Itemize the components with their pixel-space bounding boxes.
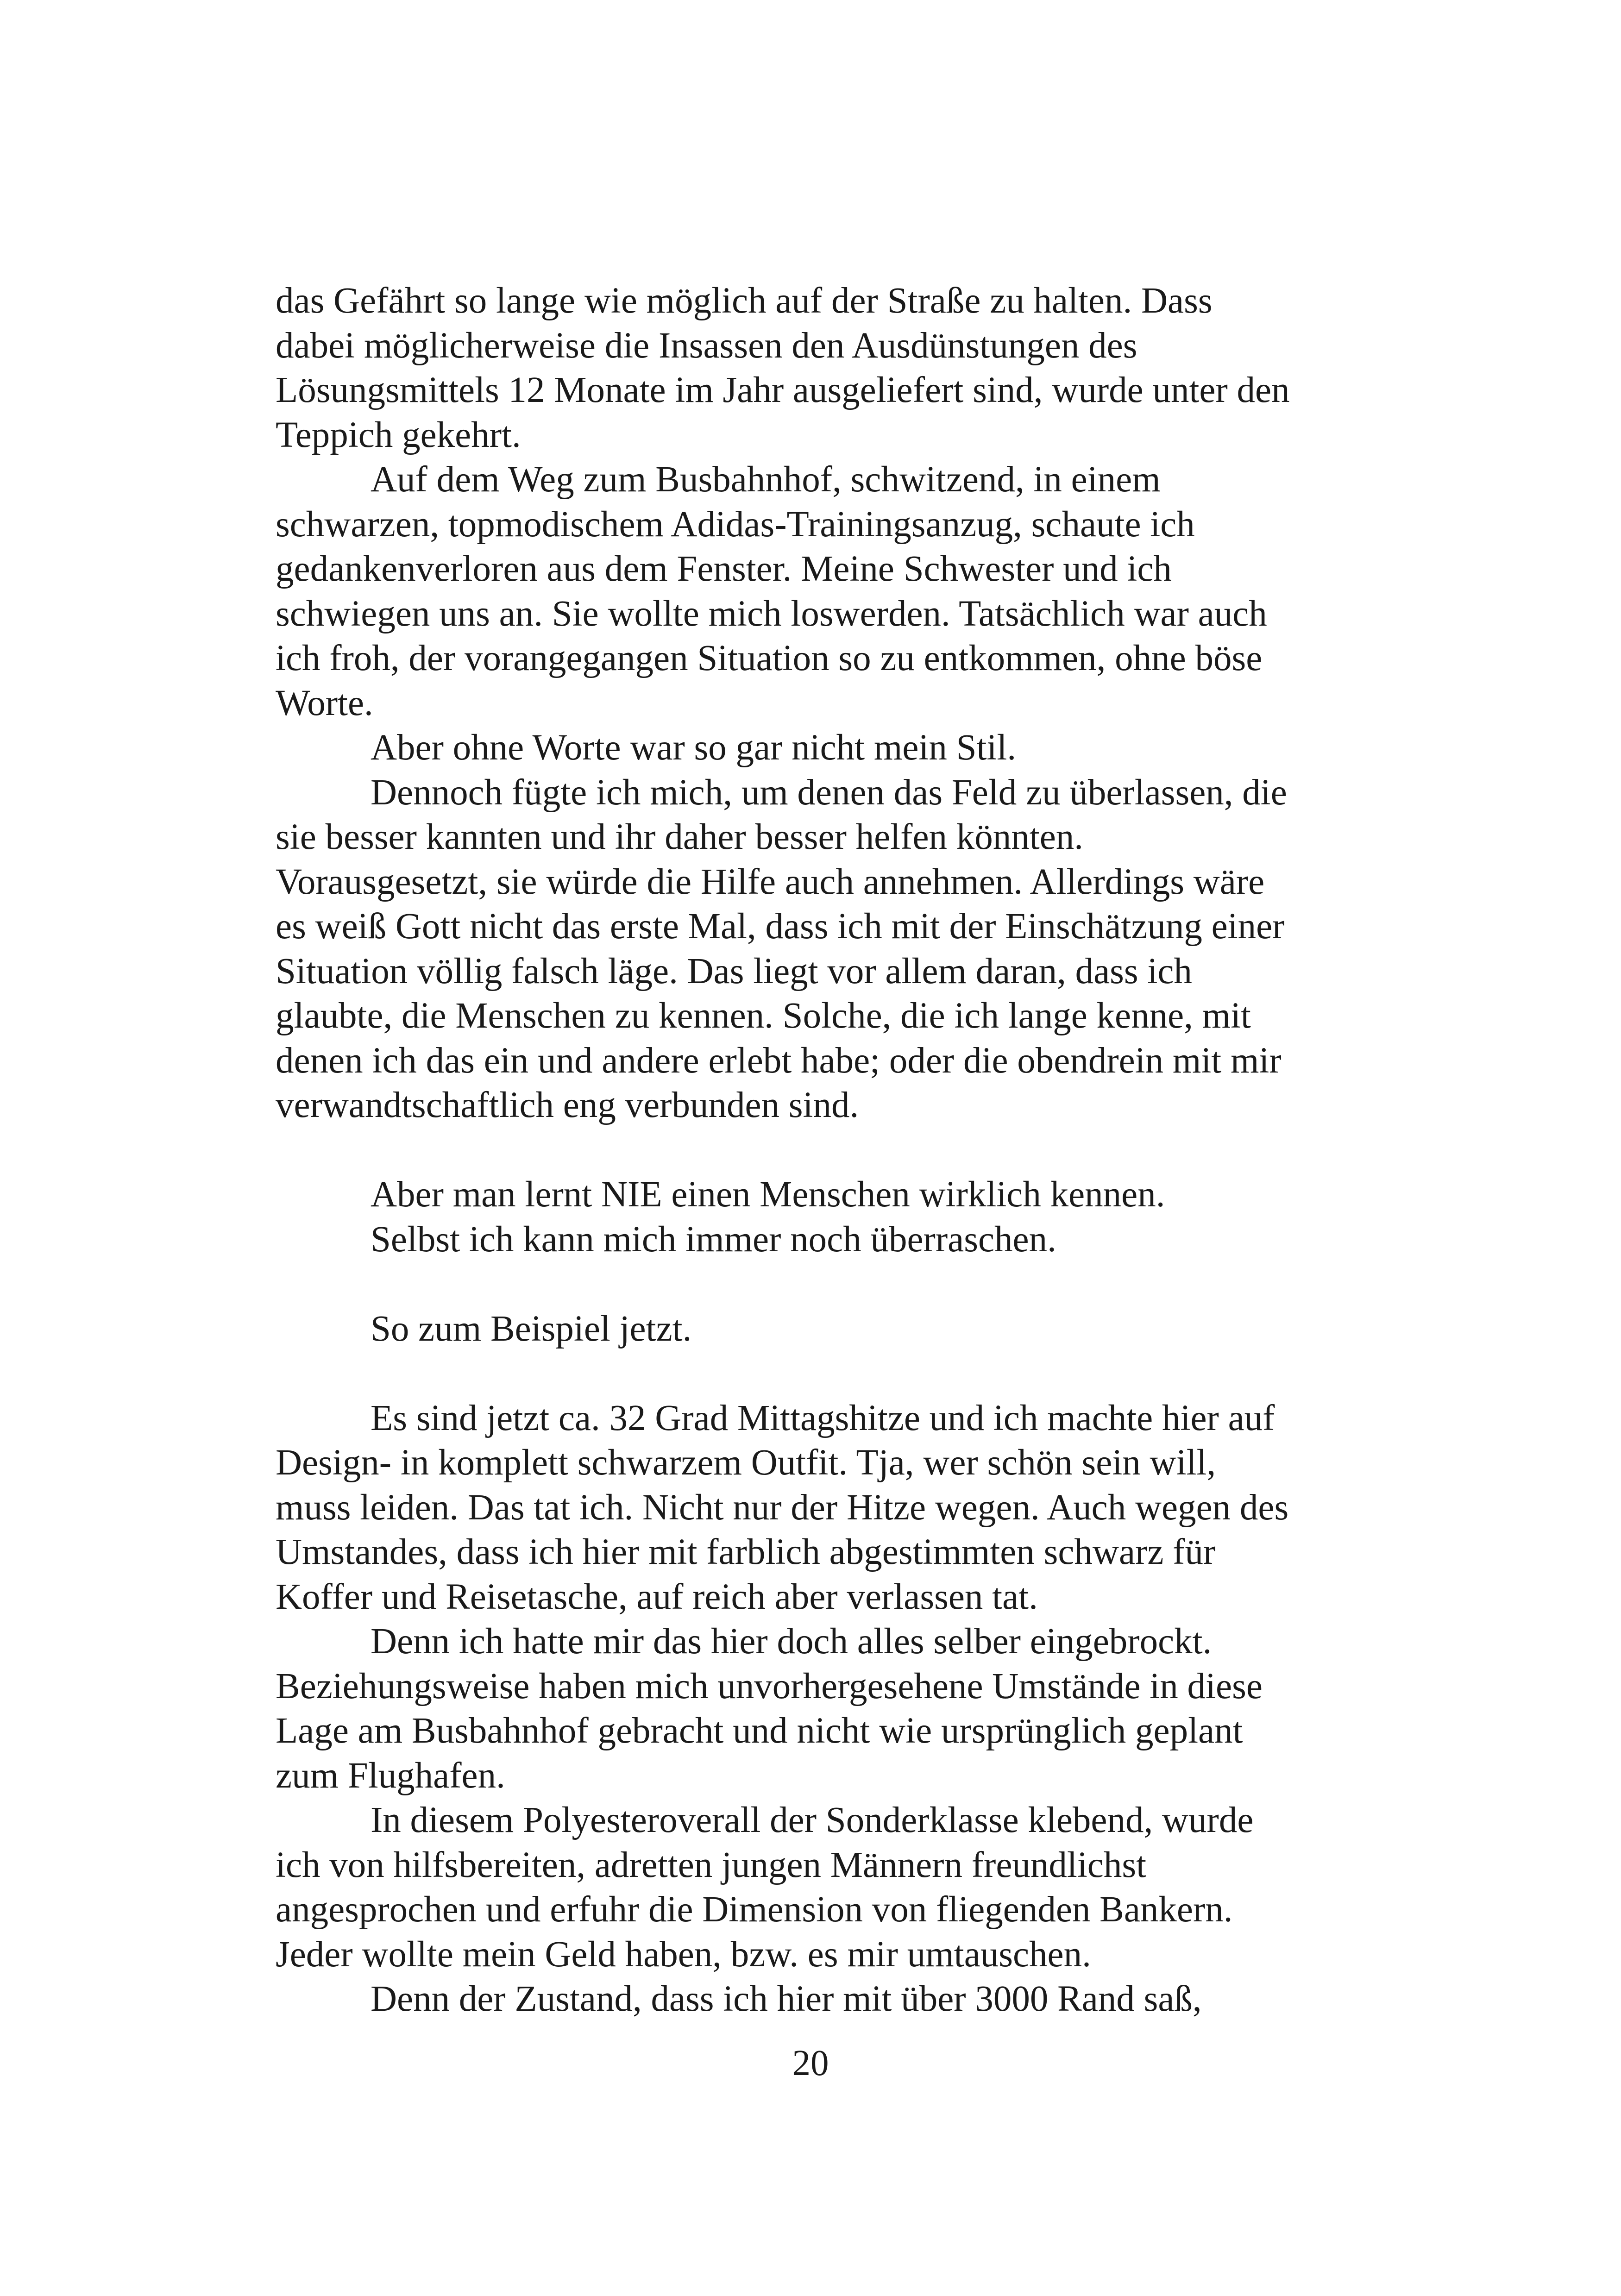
text-line: Beziehungsweise haben mich unvorhergesehene Umstände in diese	[276, 1666, 1263, 1706]
text-line: Lage am Busbahnhof gebracht und nicht wie ursprünglich geplant	[276, 1711, 1243, 1751]
text-line: das Gefährt so lange wie möglich auf der Straße zu halten. Dass	[276, 281, 1213, 321]
text-line: Lösungsmittels 12 Monate im Jahr ausgeliefert sind, wurde unter den	[276, 370, 1290, 410]
text-line: zum Flughafen.	[276, 1755, 505, 1796]
paragraph-first-line: In diesem Polyesteroverall der Sonderklasse klebend, wurde	[371, 1800, 1254, 1840]
paragraph-first-line: Aber man lernt NIE einen Menschen wirklich kennen.	[371, 1174, 1165, 1215]
paragraph-first-line: Denn der Zustand, dass ich hier mit über 3000 Rand saß,	[371, 1979, 1202, 2019]
text-line: verwandtschaftlich eng verbunden sind.	[276, 1085, 859, 1125]
text-line: Situation völlig falsch läge. Das liegt vor allem daran, dass ich	[276, 951, 1192, 991]
text-line: Teppich gekehrt.	[276, 414, 521, 455]
text-line: schwiegen uns an. Sie wollte mich loswerden. Tatsächlich war auch	[276, 593, 1267, 634]
page-number: 20	[792, 2043, 829, 2083]
blank-line	[276, 1262, 1355, 1307]
text-line: Vorausgesetzt, sie würde die Hilfe auch annehmen. Allerdings wäre	[276, 861, 1265, 902]
text-line: Umstandes, dass ich hier mit farblich abgestimmten schwarz für	[276, 1532, 1216, 1572]
text-line: dabei möglicherweise die Insassen den Ausdünstungen des	[276, 325, 1137, 366]
paragraph-first-line: So zum Beispiel jetzt.	[371, 1308, 692, 1349]
text-line: Koffer und Reisetasche, auf reich aber verlassen tat.	[276, 1576, 1038, 1617]
paragraph-first-line: Dennoch fügte ich mich, um denen das Feld zu überlassen, die	[371, 772, 1287, 813]
text-line: Worte.	[276, 683, 373, 723]
blank-line	[276, 1351, 1355, 1396]
paragraph-first-line: Auf dem Weg zum Busbahnhof, schwitzend, in einem	[371, 459, 1161, 500]
text-line: angesprochen und erfuhr die Dimension von fliegenden Bankern.	[276, 1889, 1233, 1930]
text-line: muss leiden. Das tat ich. Nicht nur der Hitze wegen. Auch wegen des	[276, 1487, 1289, 1528]
text-line: schwarzen, topmodischem Adidas-Trainingsanzug, schaute ich	[276, 504, 1195, 545]
text-line: Design- in komplett schwarzem Outfit. Tja, wer schön sein will,	[276, 1443, 1216, 1483]
paragraph-first-line: Selbst ich kann mich immer noch überraschen.	[371, 1219, 1056, 1260]
text-line: sie besser kannten und ihr daher besser helfen könnten.	[276, 817, 1084, 857]
paragraph-first-line: Denn ich hatte mir das hier doch alles selber eingebrockt.	[371, 1621, 1212, 1662]
text-line: es weiß Gott nicht das erste Mal, dass ich mit der Einschätzung einer	[276, 906, 1285, 947]
paragraph-first-line: Aber ohne Worte war so gar nicht mein Stil.	[371, 728, 1017, 768]
text-line: gedankenverloren aus dem Fenster. Meine Schwester und ich	[276, 549, 1172, 589]
paragraph-first-line: Es sind jetzt ca. 32 Grad Mittagshitze und ich machte hier auf	[371, 1398, 1275, 1438]
blank-line	[276, 1128, 1355, 1173]
text-line: ich froh, der vorangegangen Situation so zu entkommen, ohne böse	[276, 638, 1263, 678]
text-line: Jeder wollte mein Geld haben, bzw. es mir umtauschen.	[276, 1934, 1091, 1975]
text-line: denen ich das ein und andere erlebt habe; oder die obendrein mit mir	[276, 1040, 1282, 1081]
body-text	[276, 279, 1355, 2022]
text-line: ich von hilfsbereiten, adretten jungen Männern freundlichst	[276, 1844, 1147, 1885]
text-line: glaubte, die Menschen zu kennen. Solche, die ich lange kenne, mit	[276, 996, 1251, 1036]
